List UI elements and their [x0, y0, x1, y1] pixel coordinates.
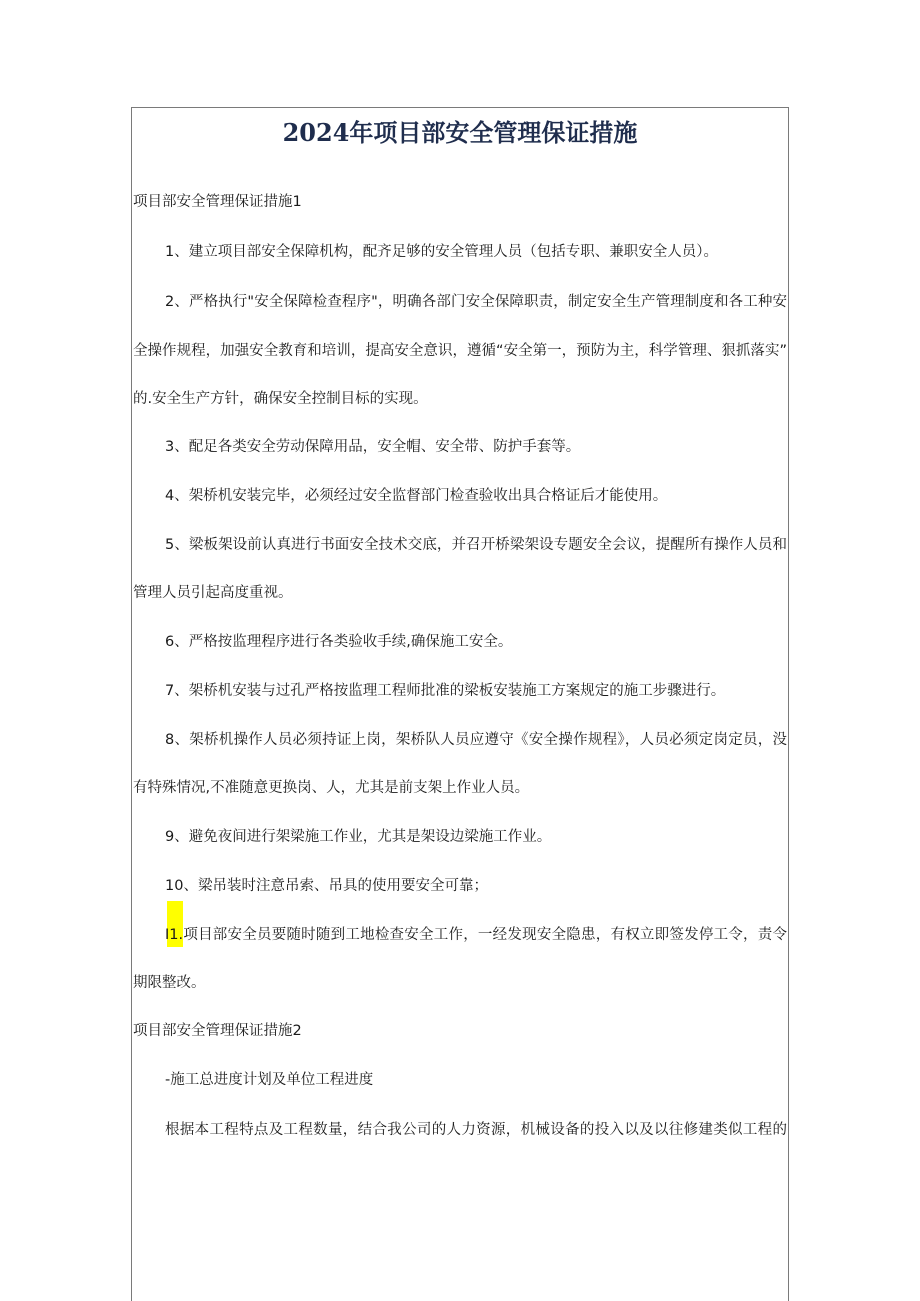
list-item-3-line-1: 3、配足各类安全劳动保障用品，安全帽、安全带、防护手套等。	[165, 439, 581, 455]
document-title: 2024年项目部安全管理保证措施	[282, 118, 638, 147]
list-item-2-line-2: 全操作规程，加强安全教育和培训，提高安全意识，遵循“安全第一，预防为主，科学管理、狠抓落实”	[133, 343, 787, 359]
list-item-8-line-1: 8、架桥机操作人员必须持证上岗，架桥队人员应遵守《安全操作规程》，人员必须定岗定员，没	[165, 732, 787, 748]
list-item-6-line-1: 6、严格按监理程序进行各类验收手续,确保施工安全。	[165, 634, 513, 650]
list-item-11-line-2: 期限整改。	[133, 975, 206, 991]
list-item-9-line-1: 9、避免夜间进行架梁施工作业，尤其是架设边梁施工作业。	[165, 829, 552, 845]
list-item-2-line-1: 2、严格执行"安全保障检查程序"，明确各部门安全保障职责，制定安全生产管理制度和各工种安	[165, 294, 787, 310]
list-item-7-line-1: 7、架桥机安装与过孔严格按监理工程师批准的梁板安装施工方案规定的施工步骤进行。	[165, 683, 726, 699]
list-item-11-line-1: I1.项目部安全员要随时随到工地检查安全工作，一经发现安全隐患，有权立即签发停工令，责令	[165, 927, 787, 943]
section-2-line-1: -施工总进度计划及单位工程进度	[165, 1072, 374, 1088]
list-item-1-line-1: 1、建立项目部安全保障机构，配齐足够的安全管理人员（包括专职、兼职安全人员）。	[165, 244, 718, 260]
section-heading-2: 项目部安全管理保证措施2	[133, 1023, 302, 1039]
list-item-10-line-1: 10、梁吊装时注意吊索、吊具的使用要安全可靠；	[165, 878, 488, 894]
section-2-line-2: 根据本工程特点及工程数量，结合我公司的人力资源，机械设备的投入以及以往修建类似工程的	[165, 1122, 787, 1138]
list-item-5-line-1: 5、梁板架设前认真进行书面安全技术交底，并召开桥梁架设专题安全会议，提醒所有操作人员和	[165, 537, 787, 553]
list-item-2-line-3: 的.安全生产方针，确保安全控制目标的实现。	[133, 391, 428, 407]
list-item-5-line-2: 管理人员引起高度重视。	[133, 585, 293, 601]
section-heading-1: 项目部安全管理保证措施1	[133, 194, 302, 210]
list-item-4-line-1: 4、架桥机安装完毕，必须经过安全监督部门检查验收出具合格证后才能使用。	[165, 488, 668, 504]
list-item-8-line-2: 有特殊情况,不准随意更换岗、人，尤其是前支架上作业人员。	[133, 780, 530, 796]
